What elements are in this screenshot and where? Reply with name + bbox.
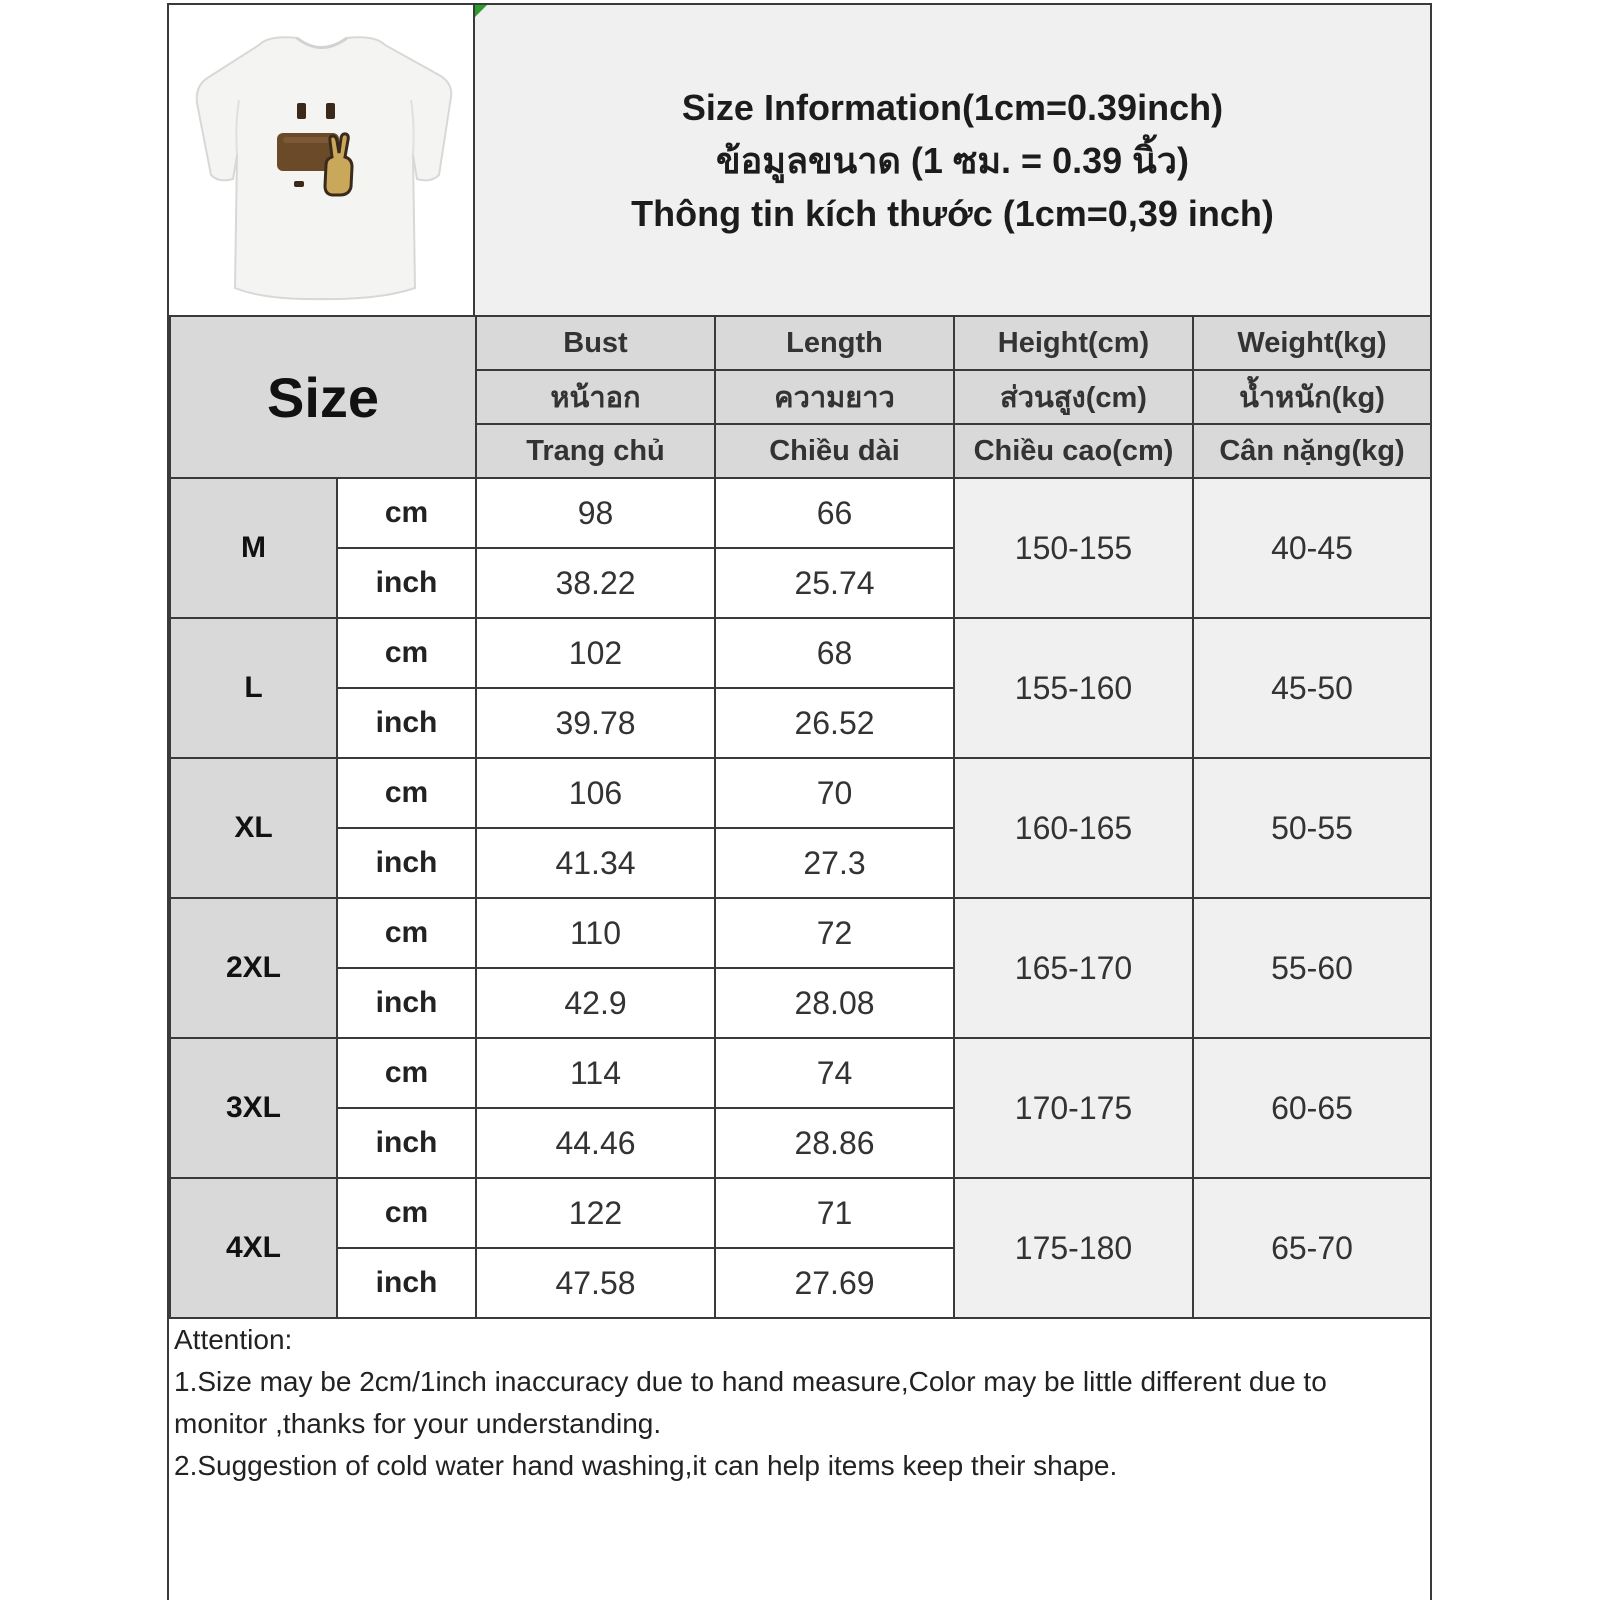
height-range: 155-160 <box>954 618 1193 758</box>
height-range: 175-180 <box>954 1178 1193 1318</box>
size-table <box>169 315 1432 1319</box>
unit-inch: inch <box>337 968 476 1038</box>
col-weight-th: น้ำหนัก(kg) <box>1193 370 1431 424</box>
size-label: XL <box>170 758 337 898</box>
length-cm: 72 <box>715 898 954 968</box>
col-height-en: Height(cm) <box>954 316 1193 370</box>
size-header: Size <box>170 316 476 478</box>
bust-cm: 114 <box>476 1038 715 1108</box>
unit-cm: cm <box>337 898 476 968</box>
col-weight-en: Weight(kg) <box>1193 316 1431 370</box>
weight-range: 65-70 <box>1193 1178 1431 1318</box>
unit-inch: inch <box>337 688 476 758</box>
tshirt-image <box>169 5 475 315</box>
length-inch: 27.3 <box>715 828 954 898</box>
table-row <box>170 618 1431 688</box>
table-row <box>170 1178 1431 1248</box>
col-length-vi: Chiều dài <box>715 424 954 478</box>
length-cm: 66 <box>715 478 954 548</box>
weight-range: 60-65 <box>1193 1038 1431 1178</box>
bust-inch: 39.78 <box>476 688 715 758</box>
unit-inch: inch <box>337 548 476 618</box>
table-row <box>170 478 1431 548</box>
size-label: 3XL <box>170 1038 337 1178</box>
weight-range: 45-50 <box>1193 618 1431 758</box>
height-range: 170-175 <box>954 1038 1193 1178</box>
size-label: L <box>170 618 337 758</box>
table-row <box>170 758 1431 828</box>
note-2: 2.Suggestion of cold water hand washing,it can help items keep their shape. <box>174 1450 1118 1481</box>
col-length-th: ความยาว <box>715 370 954 424</box>
col-weight-vi: Cân nặng(kg) <box>1193 424 1431 478</box>
size-chart-sheet <box>167 3 1432 1600</box>
length-cm: 68 <box>715 618 954 688</box>
col-bust-en: Bust <box>476 316 715 370</box>
bust-cm: 106 <box>476 758 715 828</box>
unit-cm: cm <box>337 618 476 688</box>
bust-cm: 98 <box>476 478 715 548</box>
size-information-title <box>475 5 1430 315</box>
bust-inch: 41.34 <box>476 828 715 898</box>
length-inch: 28.08 <box>715 968 954 1038</box>
unit-cm: cm <box>337 1038 476 1108</box>
attention-notes <box>169 1313 1430 1487</box>
bust-cm: 122 <box>476 1178 715 1248</box>
bust-inch: 42.9 <box>476 968 715 1038</box>
col-bust-th: หน้าอก <box>476 370 715 424</box>
bust-inch: 38.22 <box>476 548 715 618</box>
weight-range: 40-45 <box>1193 478 1431 618</box>
size-label: 4XL <box>170 1178 337 1318</box>
title-line-vi: Thông tin kích thước (1cm=0,39 inch) <box>631 192 1274 234</box>
cell-corner-marker <box>475 5 487 17</box>
length-inch: 27.69 <box>715 1248 954 1318</box>
column-header-row-en <box>170 316 1431 370</box>
unit-cm: cm <box>337 1178 476 1248</box>
unit-cm: cm <box>337 758 476 828</box>
weight-range: 55-60 <box>1193 898 1431 1038</box>
col-height-th: ส่วนสูง(cm) <box>954 370 1193 424</box>
col-bust-vi: Trang chủ <box>476 424 715 478</box>
bust-inch: 44.46 <box>476 1108 715 1178</box>
chart-header <box>169 5 1430 317</box>
notes-heading: Attention: <box>174 1324 293 1355</box>
title-line-en: Size Information(1cm=0.39inch) <box>681 86 1224 128</box>
unit-inch: inch <box>337 828 476 898</box>
bust-cm: 102 <box>476 618 715 688</box>
col-length-en: Length <box>715 316 954 370</box>
unit-inch: inch <box>337 1108 476 1178</box>
height-range: 165-170 <box>954 898 1193 1038</box>
table-row <box>170 898 1431 968</box>
bust-inch: 47.58 <box>476 1248 715 1318</box>
length-cm: 70 <box>715 758 954 828</box>
height-range: 150-155 <box>954 478 1193 618</box>
note-1: 1.Size may be 2cm/1inch inaccuracy due to hand measure,Color may be little different due to monitor ,thanks for your understanding. <box>174 1366 1327 1439</box>
length-inch: 26.52 <box>715 688 954 758</box>
product-image-cell <box>169 5 475 315</box>
title-line-th: ข้อมูลขนาด (1 ซม. = 0.39 นิ้ว) <box>716 139 1189 181</box>
unit-cm: cm <box>337 478 476 548</box>
col-height-vi: Chiều cao(cm) <box>954 424 1193 478</box>
length-inch: 25.74 <box>715 548 954 618</box>
height-range: 160-165 <box>954 758 1193 898</box>
length-cm: 71 <box>715 1178 954 1248</box>
weight-range: 50-55 <box>1193 758 1431 898</box>
unit-inch: inch <box>337 1248 476 1318</box>
table-row <box>170 1038 1431 1108</box>
length-cm: 74 <box>715 1038 954 1108</box>
size-label: 2XL <box>170 898 337 1038</box>
length-inch: 28.86 <box>715 1108 954 1178</box>
size-label: M <box>170 478 337 618</box>
bust-cm: 110 <box>476 898 715 968</box>
